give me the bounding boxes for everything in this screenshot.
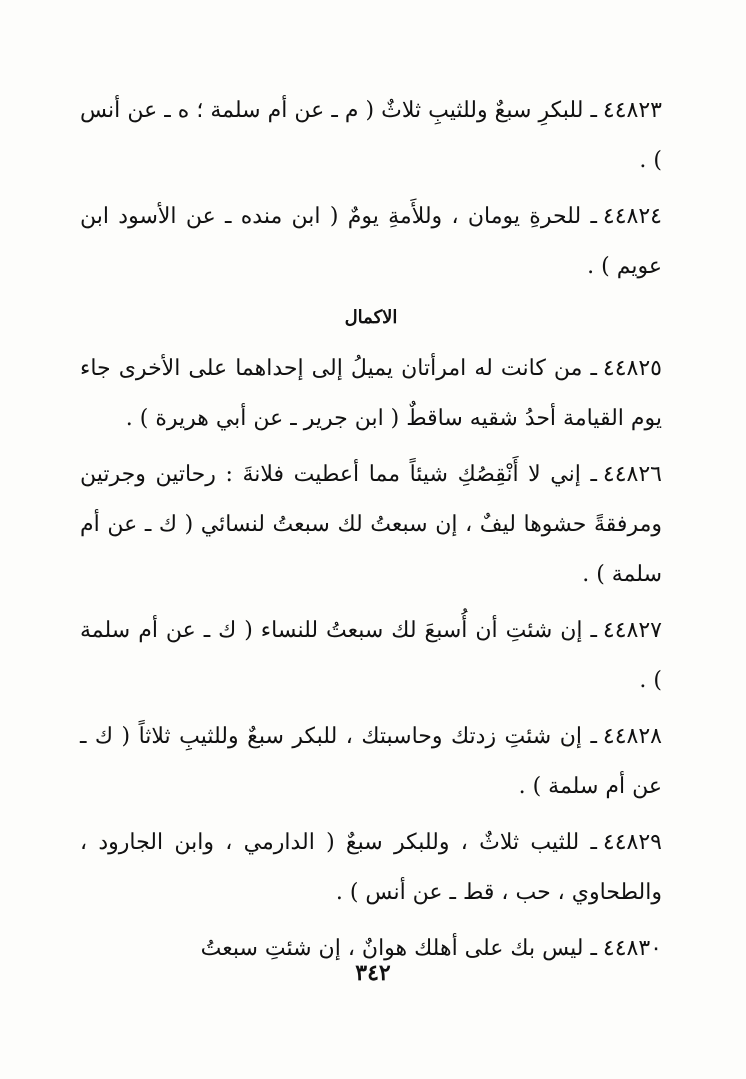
hadith-entry: [80, 86, 662, 186]
hadith-text: ـ إن شئتِ أن أُسبعَ لك سبعتُ للنساء ( ك ـ عن أم سلمة ) .: [80, 618, 662, 693]
hadith-text: ـ ليس بك على أهلك هوانٌ ، إن شئتِ سبعتُ: [200, 936, 597, 961]
hadith-text: ـ للثيب ثلاثٌ ، وللبكر سبعٌ ( الدارمي ، وابن الجارود ، والطحاوي ، حب ، قط ـ عن أنس ) .: [80, 830, 662, 905]
hadith-entry: [80, 712, 662, 812]
hadith-entry: [80, 606, 662, 706]
hadith-number: ٤٤٨٢٤: [602, 204, 662, 229]
hadith-number: ٤٤٨٢٩: [602, 830, 662, 855]
hadith-number: ٤٤٨٢٥: [602, 356, 662, 381]
hadith-text: ـ للبكرِ سبعٌ وللثيبِ ثلاثٌ ( م ـ عن أم سلمة ؛ ه ـ عن أنس ) .: [80, 98, 662, 173]
hadith-entry: [80, 450, 662, 600]
hadith-number: ٤٤٨٢٦: [602, 462, 662, 487]
hadith-text: ـ إن شئتِ زدتك وحاسبتك ، للبكر سبعٌ وللثيبِ ثلاثاً ( ك ـ عن أم سلمة ) .: [80, 724, 662, 799]
hadith-entry: [80, 818, 662, 918]
hadith-number: ٤٤٨٢٨: [602, 724, 662, 749]
section-heading: الاكمال: [344, 307, 398, 328]
page-number: ٣٤٢: [355, 960, 391, 986]
hadith-text: ـ من كانت له امرأتان يميلُ إلى إحداهما على الأخرى جاء يوم القيامة أحدُ شقيه ساقطٌ ( ابن جرير ـ عن أبي هريرة ) .: [80, 356, 662, 431]
page-content: [80, 86, 662, 980]
hadith-text: ـ للحرةِ يومان ، وللأَمةِ يومٌ ( ابن منده ـ عن الأسود ابن عويم ) .: [80, 204, 662, 279]
hadith-number: ٤٤٨٢٣: [602, 98, 662, 123]
hadith-entry: [80, 344, 662, 444]
hadith-entry: [80, 192, 662, 292]
hadith-text: ـ إني لا أَنْقِصُكِ شيئاً مما أعطيت فلانةَ : رحاتين وجرتين ومرفقةً حشوها ليفٌ ، إن سبعتُ لك سبعتُ لنسائي ( ك ـ عن أم سلمة ) .: [80, 462, 662, 587]
hadith-number: ٤٤٨٣٠: [602, 936, 662, 961]
hadith-number: ٤٤٨٢٧: [602, 618, 662, 643]
